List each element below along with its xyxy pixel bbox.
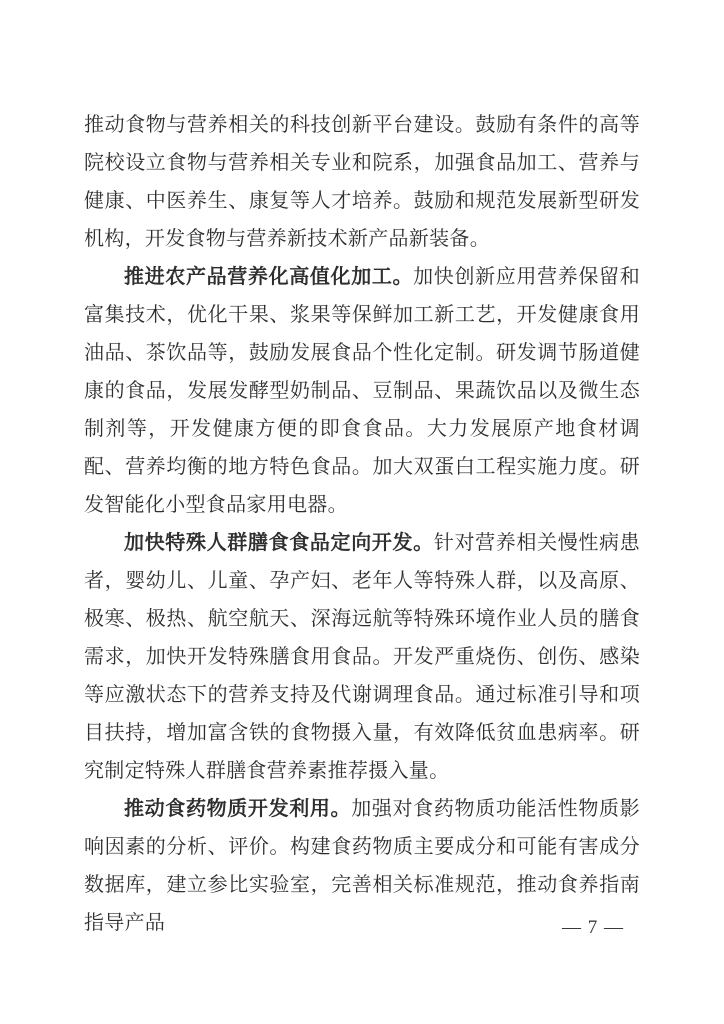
paragraph-special-diet [84,524,640,790]
paragraph-lead: 加快特殊人群膳食食品定向开发。 [124,532,434,554]
paragraph-agri-processing [84,258,640,524]
paragraph-text: 针对营养相关慢性病患者，婴幼儿、儿童、孕产妇、老年人等特殊人群，以及高原、极寒、极热、航空航天、深海远航等特殊环境作业人员的膳食需求，加快开发特殊膳食用食品。开发严重烧伤、创伤、感染等应激状态下的营养支持及代谢调理食品。通过标准引导和项目扶持，增加富含铁的食物摄入量，有效降低贫血患病率。研究制定特殊人群膳食营养素推荐摄入量。 [84,532,640,782]
document-body [84,106,640,942]
paragraph-text: 加快创新应用营养保留和富集技术，优化干果、浆果等保鲜加工新工艺，开发健康食用油品、茶饮品等，鼓励发展食品个性化定制。研发调节肠道健康的食品，发展发酵型奶制品、豆制品、果蔬饮品以及微生态制剂等，开发健康方便的即食食品。大力发展原产地食材调配、营养均衡的地方特色食品。加大双蛋白工程实施力度。研发智能化小型食品家用电器。 [84,266,640,516]
paragraph-lead: 推进农产品营养化高值化加工。 [124,266,414,288]
paragraph-lead: 推动食药物质开发利用。 [124,798,352,820]
paragraph-text: 加强对食药物质功能活性物质影响因素的分析、评价。构建食药物质主要成分和可能有害成分数据库，建立参比实验室，完善相关标准规范，推动食养指南指导产品 [84,798,640,934]
paragraph-continuation [84,106,640,258]
paragraph-text: 推动食物与营养相关的科技创新平台建设。鼓励有条件的高等院校设立食物与营养相关专业和院系，加强食品加工、营养与健康、中医养生、康复等人才培养。鼓励和规范发展新型研发机构，开发食物与营养新技术新产品新装备。 [84,114,640,250]
page-number: — 7 — [562,917,624,938]
